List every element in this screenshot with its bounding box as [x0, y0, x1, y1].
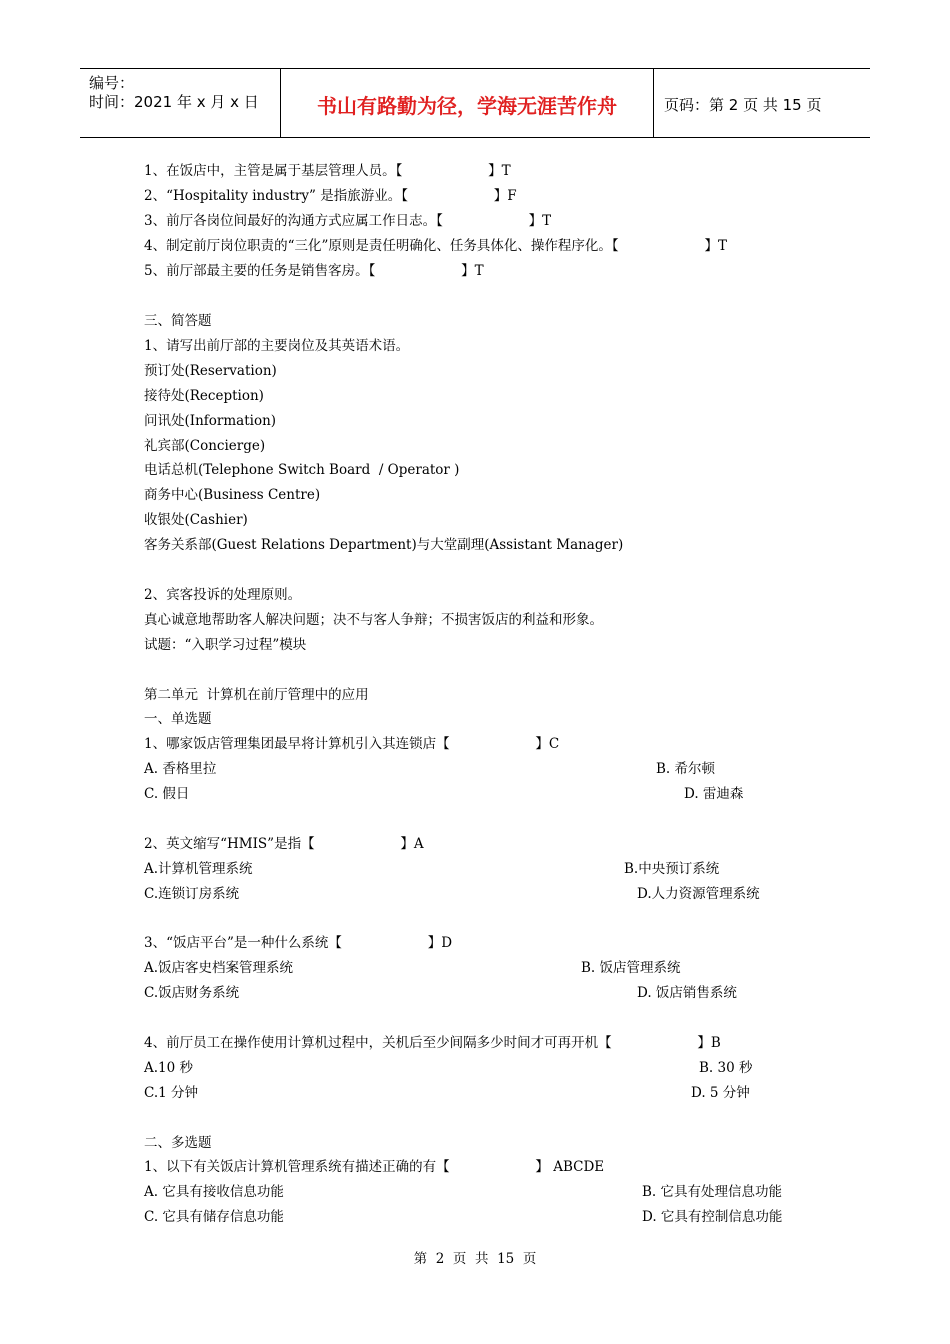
section-heading-single-choice: 一、单选题 — [144, 711, 212, 727]
mc-question-2: 2、英文缩写“HMIS”是指【 】A — [144, 836, 424, 852]
option-d: D. 它具有控制信息功能 — [642, 1209, 783, 1225]
section-heading-multi-choice: 二、多选题 — [144, 1135, 212, 1151]
mc-question-4: 4、前厅员工在操作使用计算机过程中，关机后至少间隔多少时间才可再开机【 】B — [144, 1035, 721, 1051]
option-b: B. 希尔顿 — [656, 761, 716, 777]
option-a: A.计算机管理系统 — [144, 861, 253, 877]
tf-question-2: 2、“Hospitality industry” 是指旅游业。【 】F — [144, 188, 517, 204]
short-question-2: 2、宾客投诉的处理原则。 — [144, 587, 302, 603]
doc-id-label: 编号： — [89, 74, 135, 92]
tf-question-3: 3、前厅各岗位间最好的沟通方式应属工作日志。【 】T — [144, 213, 552, 229]
option-d: D. 饭店销售系统 — [637, 985, 737, 1001]
header-page-cell — [654, 69, 870, 137]
unit-title: 第二单元 计算机在前厅管理中的应用 — [144, 687, 369, 703]
tf-question-1: 1、在饭店中，主管是属于基层管理人员。【 】T — [144, 163, 511, 179]
option-c: C.1 分钟 — [144, 1085, 199, 1101]
header-motto-cell — [281, 69, 654, 137]
answer-line: 商务中心(Business Centre) — [144, 487, 321, 503]
motto: 书山有路勤为径，学海无涯苦作舟 — [317, 94, 617, 118]
answer-line: 预订处(Reservation) — [144, 363, 277, 379]
option-b: B. 它具有处理信息功能 — [642, 1184, 783, 1200]
header-meta-cell — [80, 69, 281, 137]
multi-question-1: 1、以下有关饭店计算机管理系统有描述正确的有【 】 ABCDE — [144, 1159, 605, 1175]
option-d: D. 5 分钟 — [691, 1085, 750, 1101]
option-a: A.饭店客史档案管理系统 — [144, 960, 294, 976]
page-info: 页码：第 2 页 共 15 页 — [664, 96, 822, 114]
answer-line: 接待处(Reception) — [144, 388, 264, 404]
answer-line: 客务关系部(Guest Relations Department)与大堂副理(Assistant Manager) — [144, 537, 624, 553]
answer-line: 真心诚意地帮助客人解决问题；决不与客人争辩；不损害饭店的利益和形象。 — [144, 612, 603, 628]
answer-line: 收银处(Cashier) — [144, 512, 248, 528]
option-c: C.饭店财务系统 — [144, 985, 240, 1001]
option-c: C.连锁订房系统 — [144, 886, 240, 902]
mc-question-3: 3、“饭店平台”是一种什么系统【 】D — [144, 935, 453, 951]
option-d: D.人力资源管理系统 — [637, 886, 760, 902]
option-d: D. 雷迪森 — [684, 786, 744, 802]
option-b: B. 30 秒 — [699, 1060, 753, 1076]
option-b: B. 饭店管理系统 — [581, 960, 681, 976]
section-heading-short-answer: 三、简答题 — [144, 313, 212, 329]
document-header — [80, 68, 870, 138]
option-a: A. 它具有接收信息功能 — [144, 1184, 284, 1200]
test-module-label: 试题：“入职学习过程”模块 — [144, 637, 307, 653]
tf-question-5: 5、前厅部最主要的任务是销售客房。【 】T — [144, 263, 484, 279]
option-c: C. 它具有储存信息功能 — [144, 1209, 284, 1225]
page-footer: 第 2 页 共 15 页 — [413, 1251, 537, 1267]
option-a: A. 香格里拉 — [144, 761, 217, 777]
short-question-1: 1、请写出前厅部的主要岗位及其英语术语。 — [144, 338, 410, 354]
answer-line: 礼宾部(Concierge) — [144, 438, 266, 454]
option-b: B.中央预订系统 — [624, 861, 720, 877]
mc-question-1: 1、哪家饭店管理集团最早将计算机引入其连锁店【 】C — [144, 736, 560, 752]
doc-date: 时间：2021 年 x 月 x 日 — [89, 93, 259, 111]
option-a: A.10 秒 — [144, 1060, 194, 1076]
tf-question-4: 4、制定前厅岗位职责的“三化”原则是责任明确化、任务具体化、操作程序化。【 】T — [144, 238, 727, 254]
answer-line: 问讯处(Information) — [144, 413, 277, 429]
option-c: C. 假日 — [144, 786, 190, 802]
answer-line: 电话总机(Telephone Switch Board / Operator ) — [144, 462, 460, 478]
